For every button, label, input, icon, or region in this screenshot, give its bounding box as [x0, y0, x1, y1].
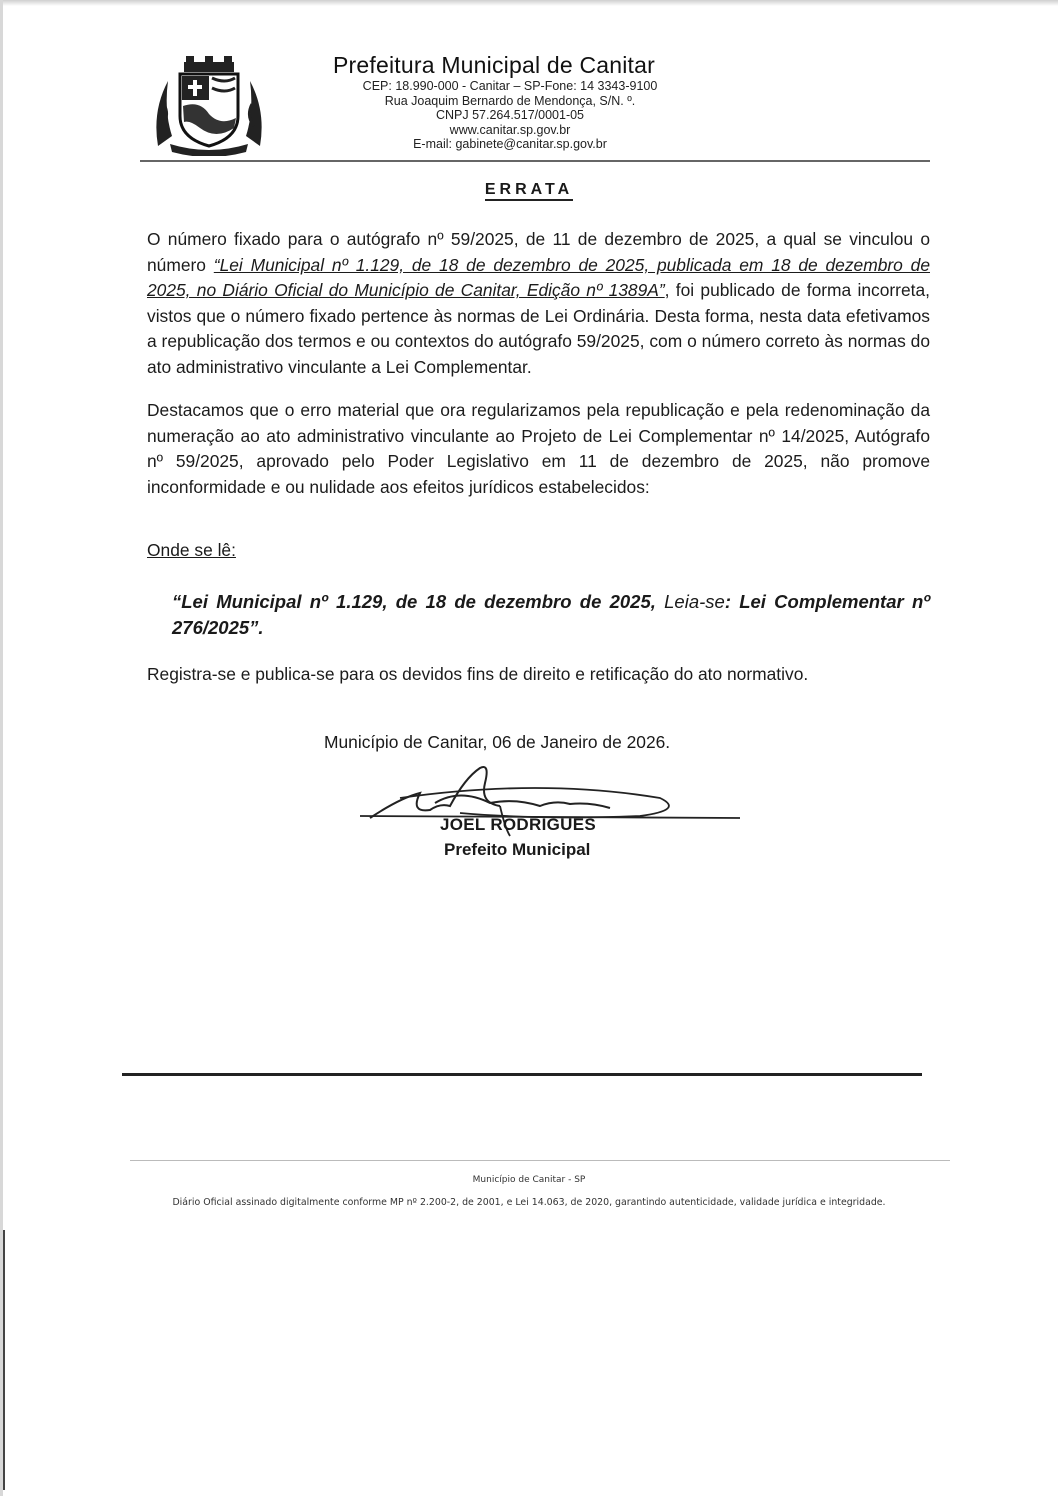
signatory-name: JOEL RODRIGUES [440, 815, 596, 834]
paragraph-3: Registra-se e publica-se para os devidos fins de direito e retificação do ato normativo. [147, 664, 809, 684]
place-date: Município de Canitar, 06 de Janeiro de 2026. [324, 732, 671, 752]
quote-correct: : Lei Complementar nº 276/2025”. [172, 591, 930, 638]
scan-edge-mark [3, 1230, 5, 1490]
document-heading [0, 181, 1058, 199]
correction-quote [172, 589, 930, 641]
onde-se-le-label: Onde se lê: [147, 540, 236, 560]
signatory-role: Prefeito Municipal [444, 840, 591, 859]
footer-divider [130, 1160, 950, 1161]
quote-wrong: “Lei Municipal nº 1.129, de 18 de dezembro de 2025, [172, 591, 656, 612]
footer-municipality: Município de Canitar - SP [472, 1175, 586, 1185]
letterhead-address: Rua Joaquim Bernardo de Mendonça, S/N. º. [384, 93, 636, 108]
scan-edge-top [0, 0, 1058, 6]
paragraph-1-start: O número fixado para o autógrafo nº 59/2025, de 11 de dezembro de 2025, a qual se vinculou o número [147, 229, 930, 275]
letterhead-cnpj: CNPJ 57.264.517/0001-05 [435, 108, 585, 123]
letterhead-divider [140, 160, 930, 162]
paragraph-1-end: , foi publicado de forma incorreta, vistos que o número fixado pertence às normas de Lei Ordinária. Desta forma, nesta data efetivamos a republicação dos termos e ou contextos do autógrafo 59/2025, com o número correto às normas do ato administrativo vinculante a Lei Complementar. [147, 280, 930, 377]
content-end-divider [122, 1073, 922, 1076]
coat-of-arms-icon [150, 56, 268, 156]
letterhead-title: Prefeitura Municipal de Canitar [333, 52, 655, 78]
letterhead-email: E-mail: gabinete@canitar.sp.gov.br [413, 137, 607, 152]
letterhead-website: www.canitar.sp.gov.br [449, 122, 571, 137]
paragraph-1 [147, 227, 930, 381]
quote-leia-se: Leia-se [655, 591, 725, 612]
footer-certification: Diário Oficial assinado digitalmente conforme MP nº 2.200-2, de 2001, e Lei 14.063, de 2020, garantindo autenticidade, validade jurídica e integridade. [172, 1197, 886, 1208]
paragraph-2: Destacamos que o erro material que ora regularizamos pela republicação e pela redenominação da numeração ao ato administrativo vinculante ao Projeto de Lei Complementar nº 14/2025, Autógrafo nº 59/2025, aprovado pelo Poder Legislativo em 11 de dezembro de 2025, não promove inconformidade e ou nulidade aos efeitos jurídicos estabelecidos: [147, 400, 930, 497]
letterhead-cep: CEP: 18.990-000 - Canitar – SP-Fone: 14 3343-9100 [362, 79, 658, 93]
paragraph-1-cited-law: “Lei Municipal nº 1.129, de 18 de dezembro de 2025, publicada em 18 de dezembro de 2025, no Diário Oficial do Município de Canitar, Edição nº 1389A” [147, 254, 930, 301]
letterhead [300, 52, 720, 152]
document-heading-text: ERRATA [485, 181, 573, 201]
